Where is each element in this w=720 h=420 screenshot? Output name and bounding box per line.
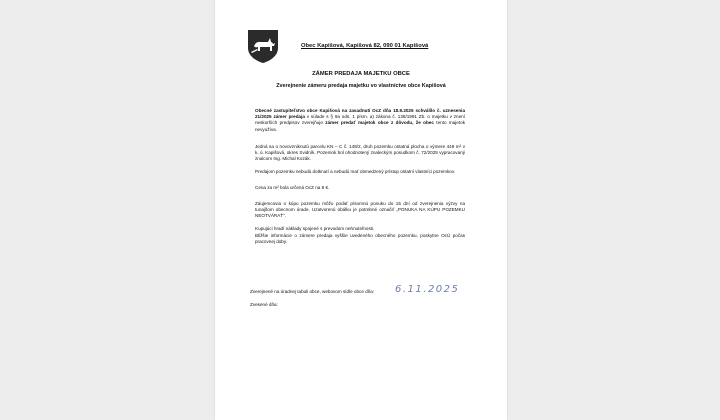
paragraph-resolution-emphasis: zámer predať majetok obce z dôvodu, že obec [325, 120, 434, 126]
municipality-crest-icon [246, 28, 280, 64]
paragraph-resolution-intro: Obecné zastupiteľstvo obce Kapišová na zasadnutí OcZ dňa 18.9.2025 schválilo č. uznesenia 21/2025 zámer predaja [255, 108, 465, 120]
document-page [215, 0, 507, 420]
paragraph-costs: Kupujúci hradí náklady spojené s prevodom nehnuteľnosti. [255, 226, 375, 231]
document-subtitle: Zverejnenie zámeru predaja majetku vo vlastníctve obce Kapišová [276, 83, 446, 89]
paragraph-info: Bližšie informácie o zámere predaja vyššie uvedeného obecného pozemku, poskytne OcÚ počas pracovnej doby. [255, 233, 465, 245]
price-line: Cena za m² bola určená OcZ na 8 €. [255, 185, 330, 190]
handwritten-published-date: 6.11.2025 [395, 284, 460, 295]
paragraph-resolution [255, 108, 465, 133]
document-title: ZÁMER PREDAJA MAJETKU OBCE [312, 71, 410, 77]
paragraph-offers: Záujemcovia o kúpu pozemku môžu podať písomnú ponuku do 15 dní od zverejnenia výzvy na tunajšom obecnom úrade. Uzatvorenú obálku je potrebné označiť „PONUKA NA KÚPU POZEMKU NEOTVÁRAŤ“. [255, 201, 465, 219]
published-label: Zverejnené na úradnej tabuli obce, webovom sídle obce dňa: [250, 289, 375, 294]
municipality-address: Obec Kapišová, Kapišová 82, 090 01 Kapišová [301, 43, 429, 49]
paragraph-owners: Predajom pozemku nebudú dotknutí a nebudú mať obmedzený prístup ostatní vlastníci pozemkov. [255, 169, 456, 174]
paragraph-resolution-middle: v súlade s § 9a ods. 1 písm. a) zákona č. 138/1991 Zb. o majetku v znení neskorších predpisov zverejňuje [255, 114, 465, 126]
removed-label: Zvesené dňa: [250, 302, 278, 307]
paragraph-parcel: Jedná sa o novovzniknutú parcelu KN – C č. 149/2, druh pozemku ostatná plocha o výmere 449 m² v k. ú. Kapišová, okres Svidník. Pozemok bol ohodnotený znaleckým posudkom č. 72/2025 vypracovaný znalcom Ing. Michal Kozák. [255, 144, 465, 162]
paragraph-resolution-tail: tento majetok nevyužíva. [255, 120, 465, 132]
